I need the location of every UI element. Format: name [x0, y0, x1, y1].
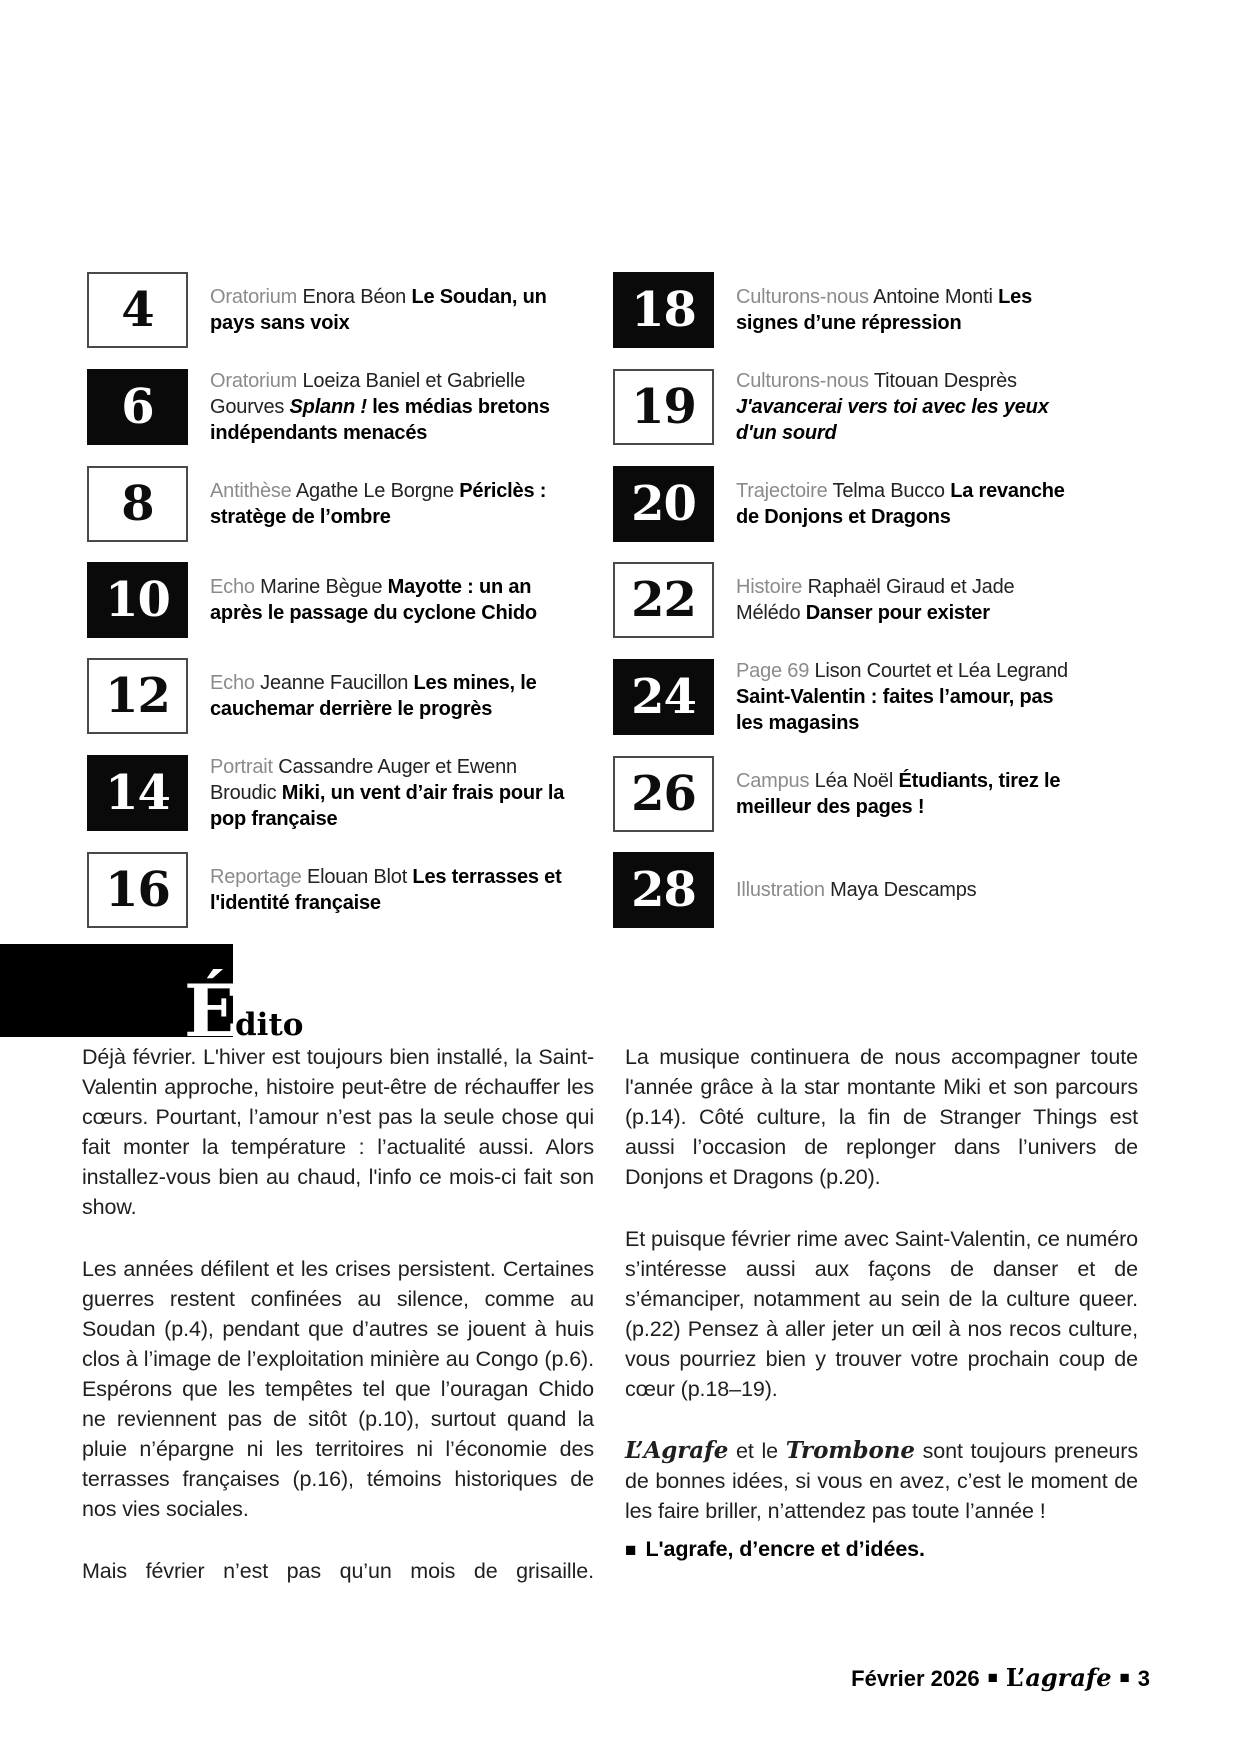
toc-article-title: Le Soudan, un pays sans voix [210, 286, 547, 334]
footer-brand-name: agrafe [1025, 1663, 1112, 1692]
page-number-box: 10 [87, 562, 188, 638]
footer-page-number: 3 [1137, 1666, 1150, 1691]
text-run: sont toujours preneurs de bonnes idées, si vous en avez, c’est le moment de les faire briller, n’attendez pas toute l’année ! [625, 1439, 1138, 1523]
edito-paragraph [625, 1224, 1138, 1404]
toc-article-title: Miki, un vent d’air frais pour la pop française [210, 782, 565, 830]
toc-rubric-label: Oratorium [210, 286, 303, 308]
toc-entry-text [736, 284, 1072, 336]
toc-entry [613, 852, 1072, 928]
toc-author-name: Agathe Le Borgne [295, 480, 460, 502]
toc-entry [613, 466, 1072, 542]
toc-entry [613, 272, 1072, 348]
toc-article-title: Périclès : stratège de l’ombre [210, 480, 547, 528]
toc-entry [87, 658, 566, 734]
toc-author-name: Lison Courtet et Léa Legrand [814, 660, 1068, 682]
toc-entry-text [210, 670, 566, 722]
page-number-box: 16 [87, 852, 188, 928]
toc-author-name: Enora Béon [302, 286, 412, 308]
toc-article-title: Splann ! [289, 396, 373, 418]
toc-entry-text [210, 574, 566, 626]
edito-initial-letter: É [184, 968, 239, 1053]
edito-paragraph [82, 1556, 594, 1586]
footer-square-icon: ■ [1119, 1667, 1130, 1687]
edito-signature [625, 1534, 1138, 1566]
toc-rubric-label: Oratorium [210, 370, 303, 392]
toc-entry-text [210, 864, 566, 916]
page-number-box: 24 [613, 659, 714, 735]
toc-article-title: Étudiants, tirez le meilleur des pages ! [736, 770, 1061, 818]
toc-entry [87, 852, 566, 928]
edito-paragraph [625, 1042, 1138, 1192]
footer-square-icon: ■ [987, 1667, 998, 1687]
edito-paragraph [82, 1042, 594, 1222]
text-run: Déjà février. L'hiver est toujours bien installé, la Saint-Valentin approche, histoire peut-être de réchauffer les cœurs. Pourtant, l’amour n’est pas la seule chose qui fait monter la température : l’actualité aussi. Alors installez-vous bien au chaud, l'info ce mois-ci fait son show. [82, 1045, 594, 1219]
toc-author-name: Léa Noël [814, 770, 899, 792]
toc-rubric-label: Culturons-nous [736, 286, 874, 308]
text-run: Et puisque février rime avec Saint-Valentin, ce numéro s’intéresse aussi aux façons de danser et de s’émanciper, notamment au sein de la culture queer. (p.22) Pensez à aller jeter un œil à nos recos culture, vous pourriez bien y trouver votre prochain coup de cœur (p.18–19). [625, 1227, 1138, 1401]
toc-article-title: La revanche de Donjons et Dragons [736, 480, 1065, 528]
page-footer [851, 1663, 1150, 1692]
toc-rubric-label: Reportage [210, 866, 307, 888]
toc-author-name: Cassandre Auger et Ewenn Broudic [210, 756, 517, 804]
footer-brand-prefix: L’ [1005, 1663, 1026, 1692]
page-number-box: 18 [613, 272, 714, 348]
text-run: et le [728, 1439, 786, 1463]
toc-entry [87, 562, 566, 638]
toc-author-name: Telma Bucco [832, 480, 951, 502]
toc-rubric-label: Campus [736, 770, 815, 792]
toc-rubric-label: Culturons-nous [736, 370, 874, 392]
toc-entry [87, 466, 566, 542]
toc-article-title: Saint-Valentin : faites l’amour, pas les magasins [736, 686, 1054, 734]
toc-article-title: les médias bretons indépendants menacés [210, 396, 550, 444]
square-bullet-icon: ■ [625, 1540, 637, 1561]
toc-entry-text [210, 754, 566, 832]
toc-article-title: Les mines, le cauchemar derrière le progrès [210, 672, 537, 720]
toc-rubric-label: Histoire [736, 576, 808, 598]
toc-entry [613, 658, 1072, 736]
toc-entry-text [736, 877, 976, 903]
toc-rubric-label: Portrait [210, 756, 279, 778]
footer-date: Février 2026 [851, 1666, 980, 1691]
toc-entry [87, 754, 566, 832]
toc-author-name: Loeiza Baniel et Gabrielle Gourves [210, 370, 526, 418]
toc-entry [87, 272, 566, 348]
toc-entry-text [736, 658, 1072, 736]
toc-entry-text [736, 368, 1072, 446]
page-number-box: 19 [613, 369, 714, 445]
edito-column-right [625, 1042, 1138, 1566]
edito-column-left [82, 1042, 594, 1618]
text-run: Les années défilent et les crises persistent. Certaines guerres restent confinées au silence, comme au Soudan (p.4), pendant que d’autres se jouent à huis clos à l’image de l’exploitation minière au Congo (p.6). Espérons que les tempêtes tel que l’ouragan Chido ne reviennent pas de sitôt (p.10), surtout quand la pluie n’épargne ni les territoires ni l’économie des terrasses françaises (p.16), témoins historiques de nos vies sociales. [82, 1257, 594, 1521]
page-number-box: 6 [87, 369, 188, 445]
toc-entry-text [210, 478, 566, 530]
toc-entry-text [736, 768, 1072, 820]
toc-column-left [87, 272, 566, 928]
toc-article-title: Les terrasses et l'identité française [210, 866, 562, 914]
text-run: La musique continuera de nous accompagner toute l'année grâce à la star montante Miki et son parcours (p.14). Côté culture, la fin de Stranger Things est aussi l’occasion de replonger dans l’univers de Donjons et Dragons (p.20). [625, 1045, 1138, 1189]
toc-entry-text [210, 284, 566, 336]
page-number-box: 22 [613, 562, 714, 638]
page-number-box: 28 [613, 852, 714, 928]
text-run: L’Agrafe [625, 1437, 729, 1464]
toc-author-name: Antoine Monti [873, 286, 999, 308]
toc-article-title: Mayotte : un an après le passage du cyclone Chido [210, 576, 537, 624]
page-number-box: 12 [87, 658, 188, 734]
text-run: Trombone [785, 1437, 915, 1464]
toc-entry [613, 368, 1072, 446]
page-number-box: 14 [87, 755, 188, 831]
toc-column-right [613, 272, 1072, 928]
page-number-box: 26 [613, 756, 714, 832]
toc-author-name: Raphaël Giraud et Jade Mélédo [736, 576, 1015, 624]
toc-entry [613, 562, 1072, 638]
page-number-box: 20 [613, 466, 714, 542]
toc-entry-text [736, 574, 1072, 626]
toc-article-title: J'avancerai vers toi avec les yeux d'un sourd [736, 396, 1049, 444]
toc-author-name: Elouan Blot [306, 866, 413, 888]
toc-article-title: Les signes d’une répression [736, 286, 1033, 334]
toc-author-name: Maya Descamps [830, 879, 977, 901]
toc-rubric-label: Trajectoire [736, 480, 833, 502]
edito-paragraph [625, 1436, 1138, 1526]
toc-rubric-label: Echo [210, 576, 261, 598]
toc-article-title: Danser pour exister [805, 602, 990, 624]
toc-entry-text [736, 478, 1072, 530]
page-number-box: 8 [87, 466, 188, 542]
toc-rubric-label: Antithèse [210, 480, 296, 502]
page-number-box: 4 [87, 272, 188, 348]
toc-rubric-label: Page 69 [736, 660, 815, 682]
toc-author-name: Marine Bègue [260, 576, 388, 598]
toc-entry [87, 368, 566, 446]
toc-entry [613, 756, 1072, 832]
text-run: L'agrafe, d’encre et d’idées. [645, 1537, 925, 1561]
edito-heading-rest: dito [235, 1007, 304, 1043]
edito-paragraph [82, 1254, 594, 1524]
text-run: Mais février n’est pas qu’un mois de grisaille. [82, 1559, 594, 1583]
toc-rubric-label: Illustration [736, 879, 831, 901]
toc-author-name: Jeanne Faucillon [260, 672, 414, 694]
toc-rubric-label: Echo [210, 672, 261, 694]
toc-entry-text [210, 368, 566, 446]
toc-author-name: Titouan Desprès [873, 370, 1017, 392]
